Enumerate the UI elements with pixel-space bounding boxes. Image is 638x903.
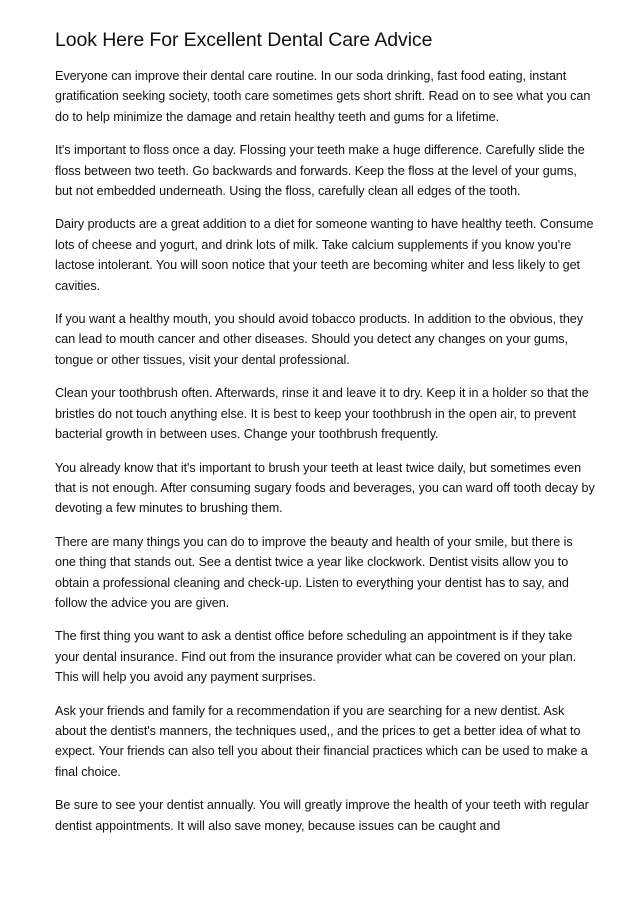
paragraph-intro: Everyone can improve their dental care routine. In our soda drinking, fast food eating, instant gratification seeking society, tooth care sometimes gets short shrift. Read on to see what you can do to help minimize the damage and retain healthy teeth and gums for a lifetime. (55, 69, 591, 124)
paragraph-recommendation: Ask your friends and family for a recommendation if you are searching for a new dentist. Ask about the dentist's manners, the techniques used,, and the prices to get a better idea of what to expect. Your friends can also tell you about their financial practices which can be used to make a final choice. (55, 703, 588, 779)
paragraph-brushing: You already know that it's important to brush your teeth at least twice daily, but sometimes even that is not enough. After consuming sugary foods and beverages, you can ward off tooth decay by devoting a few minutes to brushing them. (55, 460, 595, 516)
document-title: Look Here For Excellent Dental Care Advice (55, 29, 433, 51)
paragraph-tobacco: If you want a healthy mouth, you should avoid tobacco products. In addition to the obvious, they can lead to mouth cancer and other diseases. Should you detect any changes on your gums, tongue or other tissues, visit your dental professional. (55, 312, 583, 367)
paragraph-annual-visit: Be sure to see your dentist annually. You will greatly improve the health of your teeth with regular dentist appointments. It will also save money, because issues can be caught and (55, 798, 589, 833)
paragraph-insurance: The first thing you want to ask a dentist office before scheduling an appointment is if they take your dental insurance. Find out from the insurance provider what can be covered on your plan. This will help you avoid any payment surprises. (55, 629, 577, 685)
paragraph-flossing: It's important to floss once a day. Flossing your teeth make a huge difference. Carefully slide the floss between two teeth. Go backwards and forwards. Keep the floss at the level of your gums, but not embedded underneath. Using the floss, carefully clean all edges of the tooth. (55, 143, 585, 199)
paragraph-dentist-visits: There are many things you can do to improve the beauty and health of your smile, but there is one thing that stands out. See a dentist twice a year like clockwork. Dentist visits allow you to obtain a professional cleaning and check-up. Listen to everything your dentist has to say, and follow the advice you are given. (55, 534, 573, 610)
document-body (55, 66, 595, 849)
paragraph-dairy: Dairy products are a great addition to a diet for someone wanting to have healthy teeth. Consume lots of cheese and yogurt, and drink lots of milk. Take calcium supplements if you know you're lactose intolerant. You will soon notice that your teeth are becoming whiter and less likely to get cavities. (55, 217, 594, 293)
paragraph-toothbrush: Clean your toothbrush often. Afterwards, rinse it and leave it to dry. Keep it in a holder so that the bristles do not touch anything else. It is best to keep your toothbrush in the open air, to prevent bacterial growth in between uses. Change your toothbrush frequently. (55, 386, 589, 442)
